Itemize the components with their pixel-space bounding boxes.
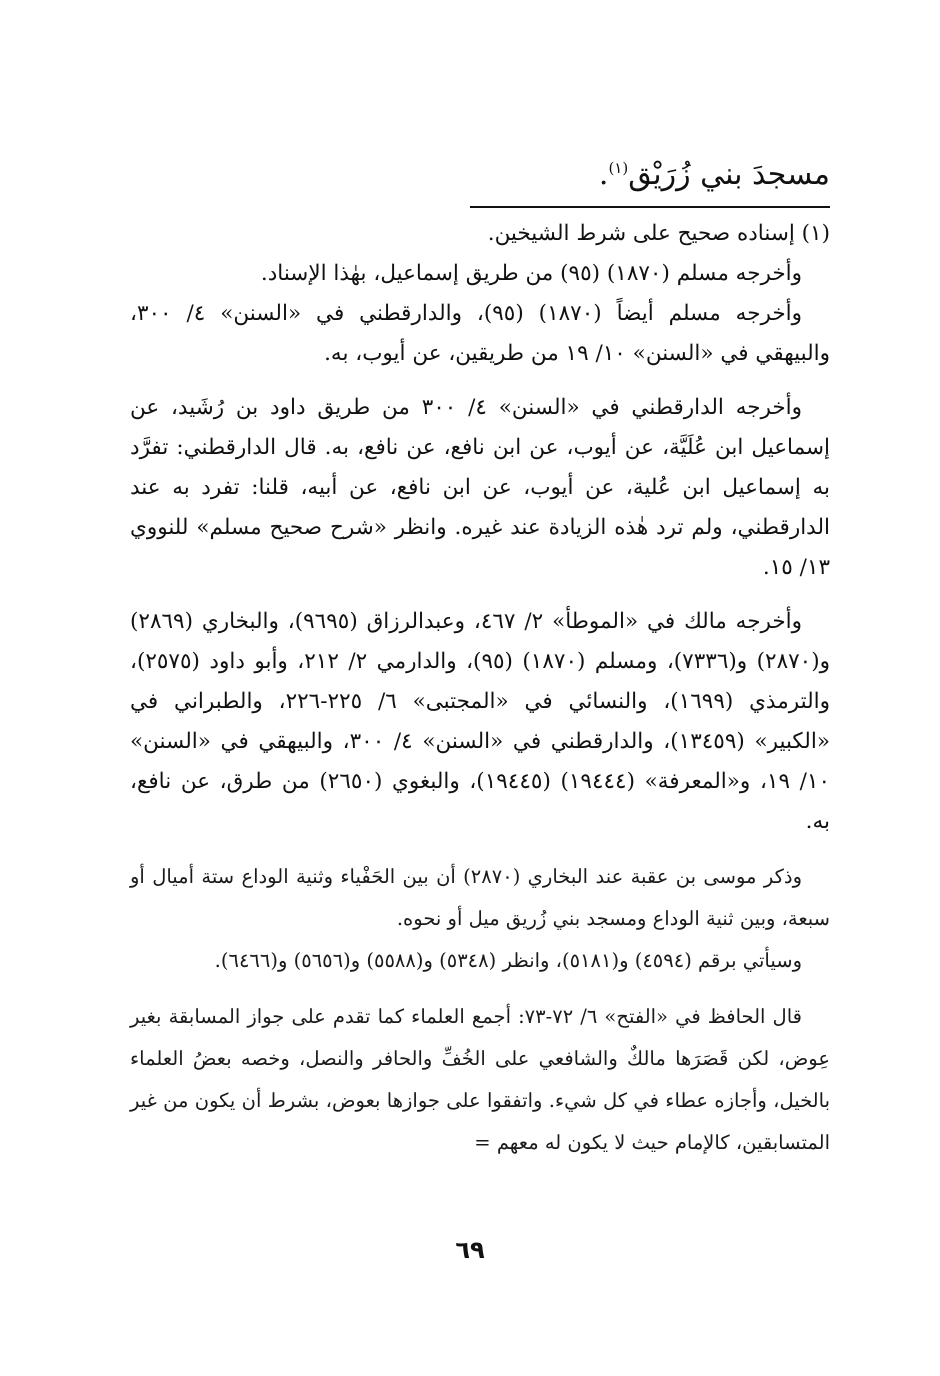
footnote-line: وأخرجه الدارقطني في «السنن» ٤/ ٣٠٠ من طريق داود بن رُشَيد، عن إسماعيل ابن عُلَيَّة، عن أيوب، عن ابن نافع، عن نافع، به. قال الدارقطني: تفرَّد به إسماعيل ابن عُلية، عن أيوب، عن ابن نافع، عن أبيه، قلنا: تفرد به عند الدارقطني، ولم ترد هٰذه الزيادة عند غيره. وانظر «شرح صحيح مسلم» للنووي ١٣/ ١٥. (130, 395, 830, 580)
page-number: ٦٩ (455, 1236, 485, 1264)
footnote-line: وأخرجه مسلم أيضاً (١٨٧٠) (٩٥)، والدارقطني في «السنن» ٤/ ٣٠٠، والبيهقي في «السنن» ١٠/ ١٩ من طريقين، عن أيوب، به. (130, 301, 830, 366)
footnote-block-4 (130, 856, 830, 940)
footnote-block-1 (130, 214, 830, 374)
footnote-block-3 (130, 602, 830, 842)
footnote-line: (١) إسناده صحيح على شرط الشيخين. (487, 221, 830, 246)
footnote-block-6 (130, 996, 830, 1164)
main-text-suffix: . (598, 157, 609, 192)
footnotes-section (130, 214, 830, 1164)
footnote-line: وأخرجه مالك في «الموطأ» ٢/ ٤٦٧، وعبدالرزاق (٩٦٩٥)، والبخاري (٢٨٦٩) و(٢٨٧٠) و(٧٣٣٦)، ومسلم (١٨٧٠) (٩٥)، والدارمي ٢/ ٢١٢، وأبو داود (٢٥٧٥)، والترمذي (١٦٩٩)، والنسائي في «المجتبى» ٦/ ٢٢٥-٢٢٦، والطبراني في «الكبير» (١٣٤٥٩)، والدارقطني في «السنن» ٤/ ٣٠٠، والبيهقي في «السنن» ١٠/ ١٩، و«المعرفة» (١٩٤٤٤) (١٩٤٤٥)، والبغوي (٢٦٥٠) من طرق، عن نافع، به. (130, 609, 830, 834)
footnote-block-5 (130, 940, 830, 982)
footnote-line: وذكر موسى بن عقبة عند البخاري (٢٨٧٠) أن بين الحَفْياء وثنية الوداع ستة أميال أو سبعة، وبين ثنية الوداع ومسجد بني زُريق ميل أو نحوه. (130, 865, 830, 930)
main-text-line (110, 150, 830, 200)
footnote-separator (470, 206, 830, 208)
main-text: مسجدَ بني زُرَيْق (628, 157, 830, 192)
footnote-line: وسيأتي برقم (٤٥٩٤) و(٥١٨١)، وانظر (٥٣٤٨) و(٥٥٨٨) و(٥٦٥٦) و(٦٤٦٦). (214, 949, 802, 972)
footnote-line: قال الحافظ في «الفتح» ٦/ ٧٢-٧٣: أجمع العلماء كما تقدم على جواز المسابقة بغير عِوض، لكن قَصَرَها مالكٌ والشافعي على الخُفِّ والحافر والنصل، وخصه بعضُ العلماء بالخيل، وأجازه عطاء في كل شيء. واتفقوا على جوازها بعوض، بشرط أن يكون من غير المتسابقين، كالإمام حيث لا يكون له معهم = (130, 1005, 831, 1154)
footnote-marker: (١) (608, 159, 629, 177)
footnote-line: وأخرجه مسلم (١٨٧٠) (٩٥) من طريق إسماعيل، بهٰذا الإسناد. (260, 261, 802, 286)
footnote-block-2 (130, 388, 830, 588)
